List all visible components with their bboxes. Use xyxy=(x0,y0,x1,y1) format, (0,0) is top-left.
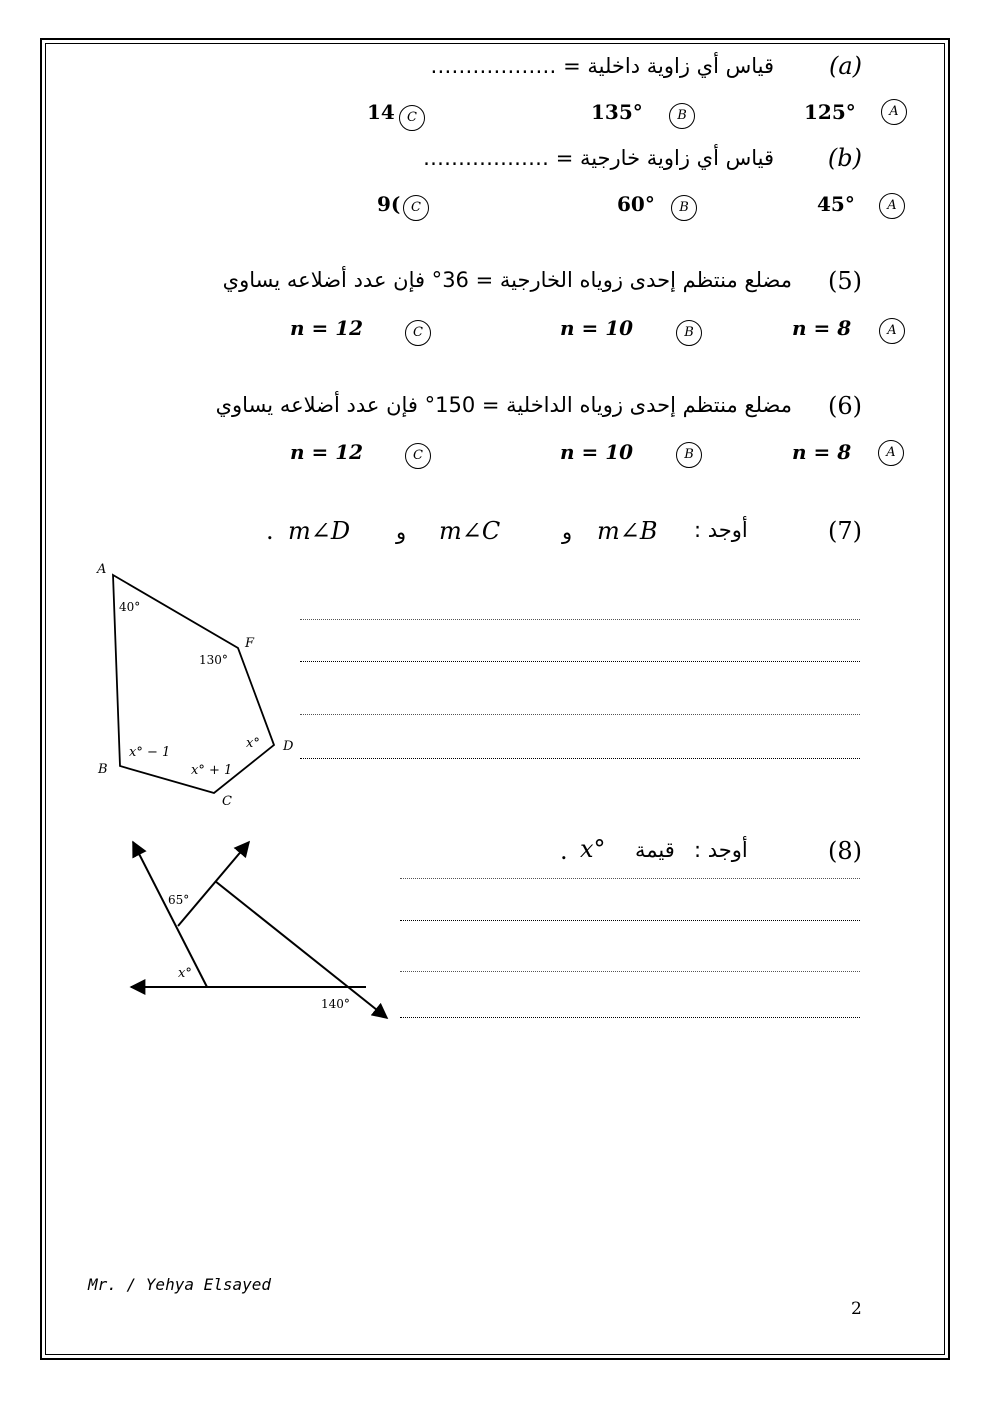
part-b-option-c[interactable]: 9( xyxy=(377,192,401,216)
vertex-f-label: F xyxy=(245,636,255,651)
part-b-option-a-circle[interactable]: A xyxy=(879,193,905,219)
q6-option-a[interactable]: n = 8 xyxy=(792,440,852,464)
q7-angle-d: m∠D xyxy=(288,517,351,545)
q6-number: (6) xyxy=(828,392,862,420)
part-a-text: قياس أي زاوية داخلية = ……………… xyxy=(430,54,774,78)
q5-option-b-circle[interactable]: B xyxy=(676,320,702,346)
q7-period: . xyxy=(266,517,274,545)
part-a-option-c[interactable]: 14 xyxy=(367,100,395,124)
q6-option-a-circle[interactable]: A xyxy=(878,440,904,466)
part-a-label: (a) xyxy=(828,52,862,80)
left-ray-line xyxy=(133,842,207,987)
vertex-b-label: B xyxy=(98,762,108,777)
part-b-option-b-circle[interactable]: B xyxy=(671,195,697,221)
q6-option-c-circle[interactable]: C xyxy=(405,443,431,469)
q8-word: قيمة xyxy=(635,838,675,862)
part-b-option-a[interactable]: 45° xyxy=(817,192,855,216)
part-a-option-a-circle[interactable]: A xyxy=(881,99,907,125)
part-a-option-b-circle[interactable]: B xyxy=(669,103,695,129)
angle-c-label: x° + 1 xyxy=(191,763,233,778)
angle-x-label: x° xyxy=(178,966,192,981)
angle-140-label: 140° xyxy=(321,997,350,1011)
part-a-option-c-circle[interactable]: C xyxy=(399,105,425,131)
angle-b-label: x° − 1 xyxy=(129,745,171,760)
q7-number: (7) xyxy=(828,517,862,545)
diagonal-ray-line xyxy=(215,881,387,1018)
angle-a-label: 40° xyxy=(119,600,141,614)
q5-text: مضلع منتظم إحدى زوياه الخارجية = 36° فإن عدد أضلاعه يساوي xyxy=(222,268,792,292)
q7-answer-line-2[interactable] xyxy=(300,661,860,662)
q8-period: . xyxy=(560,837,568,865)
page-number: 2 xyxy=(851,1299,862,1319)
part-b-option-c-circle[interactable]: C xyxy=(403,195,429,221)
q6-option-b[interactable]: n = 10 xyxy=(560,440,634,464)
q7-prefix: أوجد : xyxy=(694,518,748,542)
part-b-option-b[interactable]: 60° xyxy=(617,192,655,216)
q8-answer-line-1[interactable] xyxy=(400,878,860,879)
q8-answer-line-4[interactable] xyxy=(400,1017,860,1018)
vertex-d-label: D xyxy=(283,739,294,754)
footer-author: Mr. / Yehya Elsayed xyxy=(88,1275,272,1294)
q7-and-1: و xyxy=(562,520,573,544)
q7-angle-b: m∠B xyxy=(597,517,658,545)
q7-answer-line-4[interactable] xyxy=(300,758,860,759)
q6-option-c[interactable]: n = 12 xyxy=(290,440,364,464)
q5-option-c[interactable]: n = 12 xyxy=(290,316,364,340)
q5-number: (5) xyxy=(828,267,862,295)
upper-ray-line xyxy=(178,842,249,926)
q6-option-b-circle[interactable]: B xyxy=(676,442,702,468)
q5-option-c-circle[interactable]: C xyxy=(405,320,431,346)
q8-angles-figure xyxy=(120,835,400,1030)
vertex-a-label: A xyxy=(97,562,107,577)
q8-number: (8) xyxy=(828,837,862,865)
q5-option-a-circle[interactable]: A xyxy=(879,318,905,344)
q6-text: مضلع منتظم إحدى زوياه الداخلية = 150° فإن عدد أضلاعه يساوي xyxy=(215,393,792,417)
q5-option-a[interactable]: n = 8 xyxy=(792,316,852,340)
q5-option-b[interactable]: n = 10 xyxy=(560,316,634,340)
angle-d-label: x° xyxy=(246,736,260,751)
angle-f-label: 130° xyxy=(199,653,228,667)
q7-answer-line-3[interactable] xyxy=(300,714,860,715)
q8-answer-line-3[interactable] xyxy=(400,971,860,972)
vertex-c-label: C xyxy=(222,794,232,809)
part-b-label: (b) xyxy=(827,144,862,172)
q8-answer-line-2[interactable] xyxy=(400,920,860,921)
part-b-text: قياس أي زاوية خارجية = ……………… xyxy=(423,146,774,170)
q7-answer-line-1[interactable] xyxy=(300,619,860,620)
q7-angle-c: m∠C xyxy=(439,517,501,545)
part-a-option-b[interactable]: 135° xyxy=(591,100,643,124)
q8-prefix: أوجد : xyxy=(694,838,748,862)
q8-variable: x° xyxy=(580,835,606,863)
angle-65-label: 65° xyxy=(168,893,190,907)
q7-pentagon-figure xyxy=(90,555,310,815)
q7-and-2: و xyxy=(396,520,407,544)
part-a-option-a[interactable]: 125° xyxy=(804,100,856,124)
